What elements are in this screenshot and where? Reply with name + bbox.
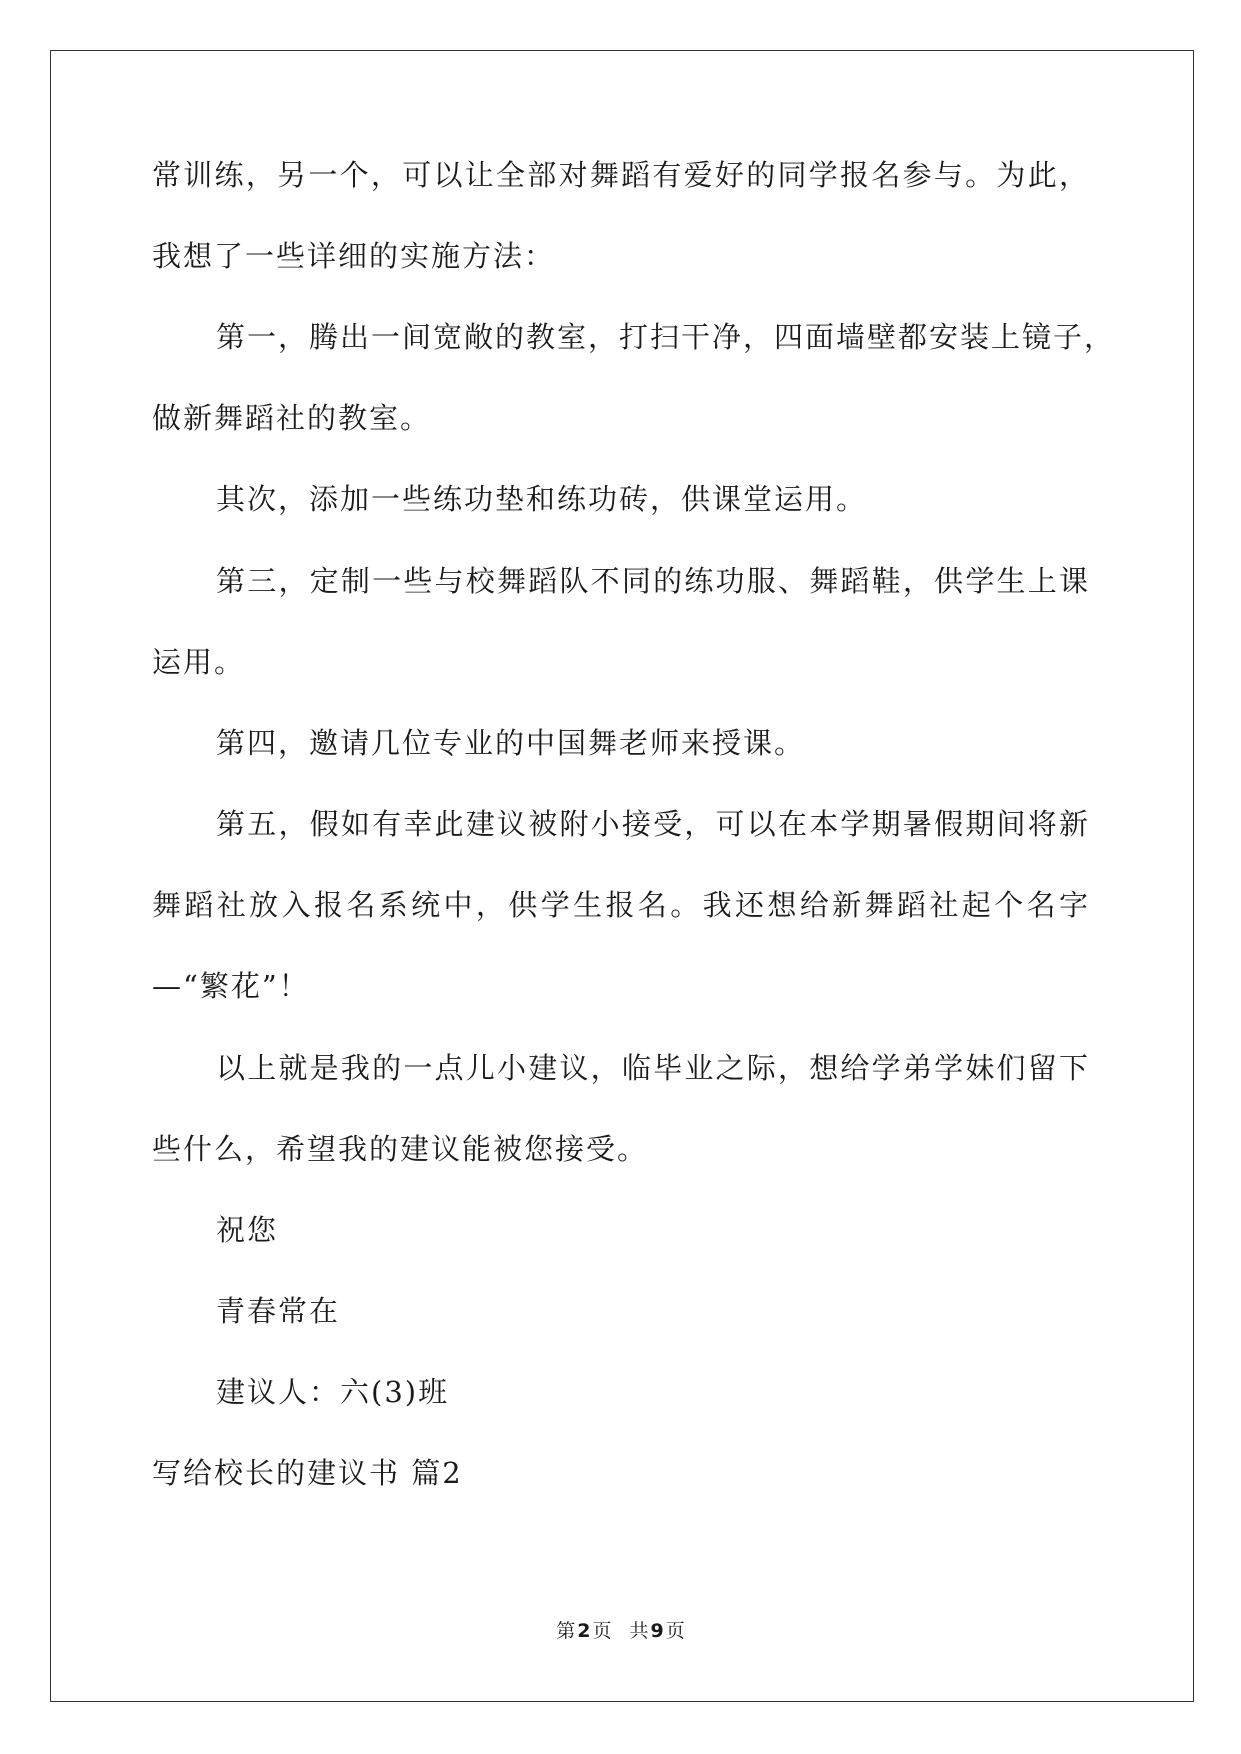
body-line-9: 第五，假如有幸此建议被附小接受，可以在本学期暑假期间将新 [216,807,1090,841]
footer-total-suffix: 页 [665,1620,685,1642]
body-line-10: 舞蹈社放入报名系统中，供学生报名。我还想给新舞蹈社起个名字 [152,888,1090,922]
footer-current-page: 2 [577,1620,591,1642]
footer-page-prefix: 第 [556,1620,576,1642]
body-line-16: 建议人：六(3)班 [216,1375,450,1409]
footer-total-pages: 9 [650,1620,664,1642]
body-line-11: —“繁花”！ [152,969,310,1003]
body-line-14: 祝您 [216,1213,279,1247]
body-line-4: 做新舞蹈社的教室。 [152,401,432,435]
footer-total-prefix: 共 [629,1620,649,1642]
body-line-15: 青春常在 [216,1294,341,1328]
body-line-5: 其次，添加一些练功垫和练功砖，供课堂运用。 [216,482,868,516]
body-line-2: 我想了一些详细的实施方法： [152,239,556,273]
body-line-8: 第四，邀请几位专业的中国舞老师来授课。 [216,726,806,760]
body-line-13: 些什么，希望我的建议能被您接受。 [152,1132,649,1166]
body-line-3: 第一，腾出一间宽敞的教室，打扫干净，四面墙壁都安装上镜子， [216,320,1116,354]
body-line-6: 第三，定制一些与校舞蹈队不同的练功服、舞蹈鞋，供学生上课 [216,564,1090,598]
section-heading: 写给校长的建议书 篇2 [152,1456,463,1490]
body-line-7: 运用。 [152,645,246,679]
footer-page-suffix: 页 [592,1620,612,1642]
page-footer [0,1618,1241,1644]
body-line-12: 以上就是我的一点儿小建议，临毕业之际，想给学弟学妹们留下 [216,1051,1090,1085]
body-line-1: 常训练，另一个，可以让全部对舞蹈有爱好的同学报名参与。为此， [152,158,1090,192]
